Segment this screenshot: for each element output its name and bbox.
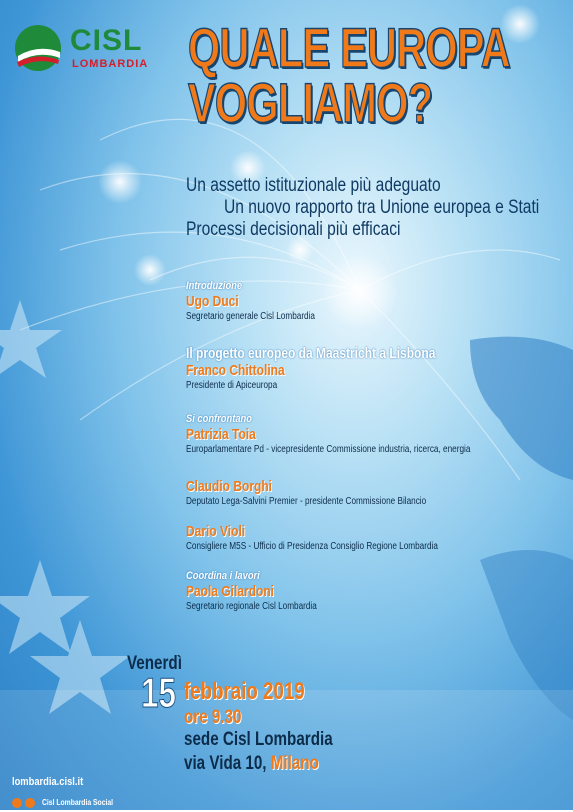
debater-role: Consigliere M5S - Ufficio di Presidenza Consiglio Regione Lombardia [186, 541, 438, 552]
event-address: via Vida 10, [184, 753, 267, 774]
social-label: Cisl Lombardia Social [42, 798, 114, 808]
talk-speaker-role: Presidente di Apiceuropa [186, 380, 278, 391]
subtitle-3: Processi decisionali più efficaci [186, 219, 401, 240]
event-city: Milano [270, 753, 319, 774]
talk-block [186, 345, 498, 392]
event-time: ore 9.30 [184, 707, 242, 728]
facebook-icon[interactable] [12, 798, 22, 808]
website-link[interactable]: lombardia.cisl.it [12, 776, 84, 788]
poster-title [188, 16, 510, 134]
twitter-icon[interactable] [25, 798, 35, 808]
intro-label: Introduzione [186, 280, 243, 292]
cisl-emblem-icon [12, 22, 64, 72]
debate-block-1 [186, 413, 533, 456]
talk-speaker-name: Franco Chittolina [186, 362, 285, 379]
debater-role: Deputato Lega-Salvini Premier - presidente Commissione Bilancio [186, 496, 427, 507]
event-day: 15 [141, 669, 177, 716]
title-line-1: QUALE EUROPA [188, 16, 510, 79]
chair-block [186, 570, 346, 613]
debate-label: Si confrontano [186, 413, 252, 425]
logo-name: CISL [70, 24, 143, 57]
debater-name: Claudio Borghi [186, 478, 272, 495]
intro-speaker-name: Ugo Duci [186, 293, 239, 310]
subtitle-2: Un nuovo rapporto tra Unione europea e Stati [224, 197, 540, 218]
logo-subtitle: LOMBARDIA [72, 58, 149, 70]
chair-label: Coordina i lavori [186, 570, 260, 582]
subtitle-1: Un assetto istituzionale più adeguato [186, 175, 441, 196]
talk-topic: Il progetto europeo da Maastricht a Lisbona [186, 345, 436, 362]
social-links [12, 794, 126, 812]
debater-role: Europarlamentare Pd - vicepresidente Commissione industria, ricerca, energia [186, 444, 471, 455]
chair-name: Paola Gilardoni [186, 583, 275, 600]
event-month-year: febbraio 2019 [184, 678, 305, 705]
intro-speaker-role: Segretario generale Cisl Lombardia [186, 311, 315, 322]
intro-block [186, 280, 343, 323]
debate-block-2 [186, 478, 479, 508]
subtitle-list [186, 175, 573, 241]
debater-name: Dario Violi [186, 523, 246, 540]
debater-name: Patrizia Toia [186, 426, 256, 443]
title-line-2: VOGLIAMO? [188, 71, 433, 134]
cisl-logo [12, 22, 162, 72]
event-venue: sede Cisl Lombardia [184, 729, 333, 750]
event-weekday: Venerdì [127, 653, 182, 674]
footer [12, 776, 114, 808]
event-address-line [184, 752, 319, 776]
chair-role: Segretario regionale Cisl Lombardia [186, 601, 317, 612]
debate-block-3 [186, 523, 493, 553]
